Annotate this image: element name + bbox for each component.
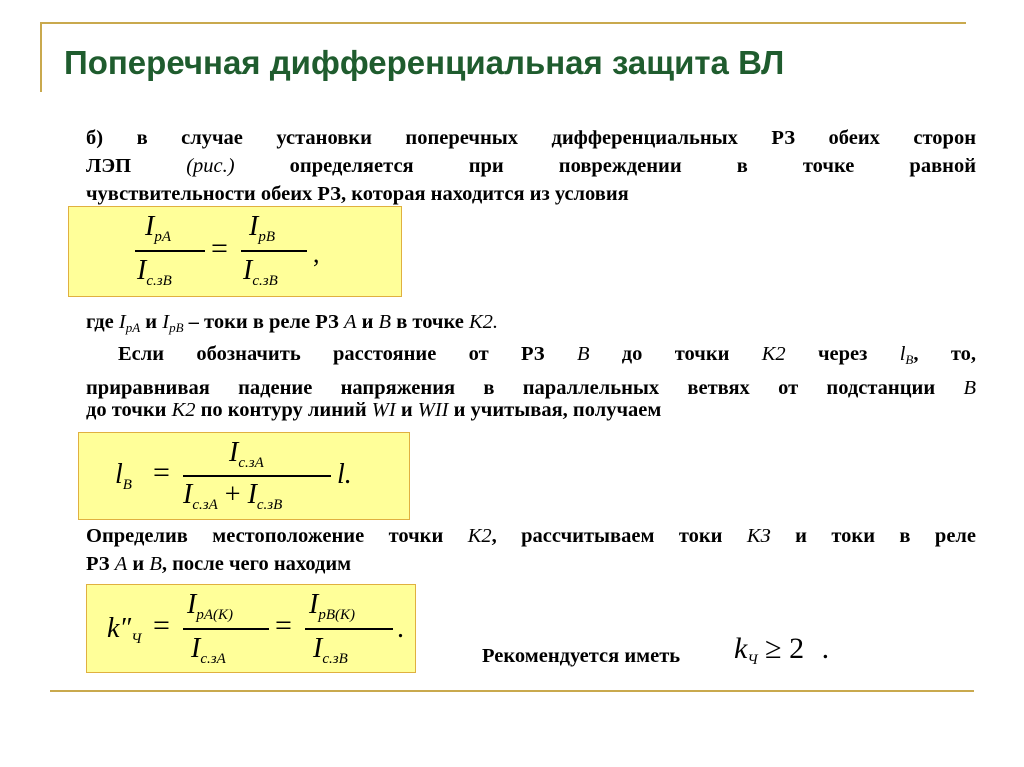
intro-line-1: б) в случае установки поперечных дифференциальных РЗ обеих сторон	[86, 127, 976, 149]
formula3-equals-2: =	[275, 609, 292, 642]
formula1-comma: ,	[313, 239, 320, 268]
locate-line-1: Определив местоположение точки К2, рассчитываем токи КЗ и токи в реле	[86, 525, 977, 547]
intro-line-3-text: чувствительности обеих РЗ, которая находится из условия	[86, 183, 629, 205]
paragraph-where: где $I_{pA}$ и $I_{pB}$ – токи в реле РЗ А и В в точке К2.	[86, 311, 499, 335]
recommendation-formula: $k_Ч \ge 2$ .	[734, 632, 830, 668]
formula3-dot: .	[397, 613, 404, 644]
formula3-num-left: $I_{pA(K)}$	[187, 589, 233, 623]
formula1-num-right: $I_{pB}$	[249, 211, 275, 245]
formula2-tail: l.	[337, 459, 352, 490]
formula3-num-right: $I_{pB(K)}$	[309, 589, 355, 623]
formula3-bar-left	[183, 628, 269, 630]
locate-line-2: РЗ А и В, после чего находим	[86, 553, 352, 575]
recommendation	[482, 642, 680, 670]
formula1-bar-right	[241, 250, 307, 252]
formula1-den-left: $I_{c.зB}$	[137, 255, 172, 289]
top-rule	[40, 22, 966, 24]
formula2-equals: =	[153, 456, 170, 489]
formula3-equals-1: =	[153, 609, 170, 642]
paragraph-distance	[86, 340, 976, 402]
intro-line-3	[86, 180, 629, 208]
current-ipb: $I_{pB}$	[162, 311, 184, 335]
formula3-den-left: $I_{c.зA}$	[191, 633, 226, 667]
formula2-den: $I_{c.зA} + I_{c.зB}$	[183, 479, 283, 513]
page-title: Поперечная дифференциальная защита ВЛ	[64, 44, 785, 81]
formula2-num: $I_{c.зA}$	[229, 437, 264, 471]
text-intro-rest: определяется при повреждении в точке равной	[289, 155, 977, 177]
intro-line-2	[86, 152, 976, 180]
formula-box-1	[68, 206, 402, 297]
distance-line-1: Если обозначить расстояние от РЗ В до точки К2 через $l_B$, то,	[118, 343, 977, 367]
formula-box-3	[86, 584, 416, 673]
formula2-bar	[183, 475, 331, 477]
formula1-bar-left	[135, 250, 205, 252]
formula1-num-left: $I_{pA}$	[145, 211, 171, 245]
bottom-rule	[50, 690, 974, 692]
paragraph-locate	[86, 522, 976, 550]
formula2-lhs: $l_B$	[115, 459, 132, 493]
distance-line-2: приравнивая падение напряжения в параллельных ветвях от подстанции B	[86, 377, 977, 399]
formula3-den-right: $I_{c.зB}$	[313, 633, 348, 667]
text-fig-ref: (рис.)	[186, 155, 235, 177]
text-lep: ЛЭП	[86, 155, 132, 177]
formula1-equals: =	[211, 232, 228, 265]
formula1-den-right: $I_{c.зB}$	[243, 255, 278, 289]
formula3-bar-right	[305, 628, 393, 630]
distance-line-3: до точки К2 по контуру линий WI и WII и учитывая, получаем	[86, 399, 662, 421]
formula3-lhs: $k''_Ч$	[107, 613, 142, 647]
left-rule	[40, 22, 42, 92]
formula-box-2	[78, 432, 410, 520]
current-ipa: $I_{pA}$	[118, 311, 141, 335]
recommendation-text: Рекомендуется иметь	[482, 645, 681, 667]
paragraph-intro	[86, 124, 976, 180]
